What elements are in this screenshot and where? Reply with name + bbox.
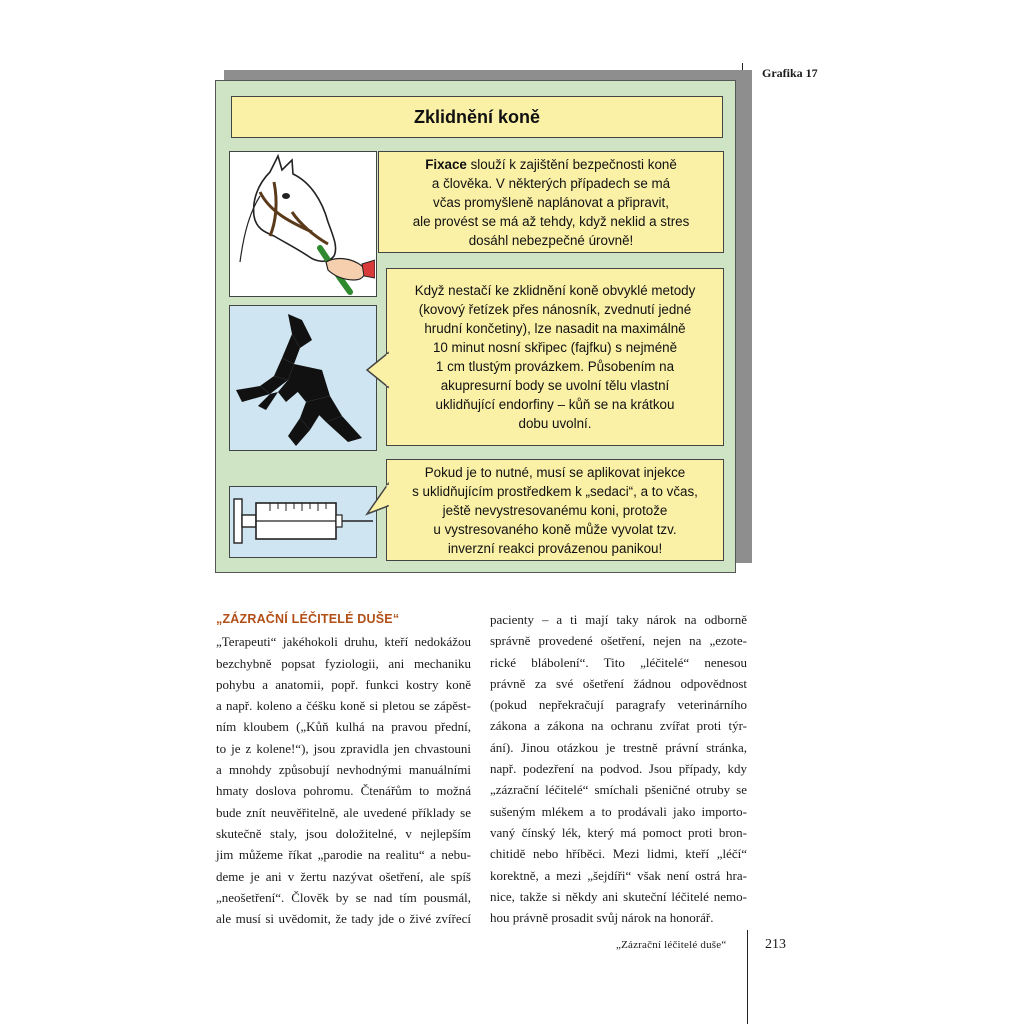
text-line: pacienty – a ti mají taky nárok na odborně xyxy=(490,612,747,627)
text-line: vaný čínský lék, který má pomoct proti bron- xyxy=(490,824,747,840)
fixation-first-line xyxy=(379,155,723,174)
text-line: (pokud nepřekračují paragrafy veterinárního xyxy=(490,697,747,713)
fixation-text-box xyxy=(378,151,724,253)
text-line: chitidě nebo hříběci. Mezi lidmi, kteří „léčí“ xyxy=(490,846,747,862)
text-line: uklidňující endorfiny – kůň se na krátkou xyxy=(435,397,675,412)
text-line: to je z kolene!“), jsou zpravidla jen chvastouni xyxy=(216,740,471,756)
horse-head-illustration xyxy=(229,151,377,297)
text-line: akupresurní body se uvolní tělu vlastní xyxy=(440,378,670,393)
fixation-bold-term: Fixace xyxy=(425,156,467,172)
text-line: ale musí si uvědomit, že tady jde o živé zvířecí xyxy=(216,911,471,927)
text-line: sušeným mlékem a to prodávali jako importo- xyxy=(490,803,747,819)
text-line: a člověka. V některých případech se má xyxy=(431,175,671,191)
twitch-text-box xyxy=(386,268,724,446)
speech-tail xyxy=(367,484,389,514)
figure-panel xyxy=(215,80,736,573)
text-line: ání). Jinou otázkou je trestně právní stránka, xyxy=(490,739,747,755)
text-line: nice, takže si někdy ani skuteční léčitelé nemo- xyxy=(490,888,747,904)
syringe-icon xyxy=(230,487,375,557)
article-heading: „ZÁZRAČNÍ LÉČITELÉ DUŠE“ xyxy=(216,612,400,626)
page-number: 213 xyxy=(765,937,786,952)
text-line: skutečně staly, jsou doložitelné, v nejlepším xyxy=(216,825,471,841)
text-line: korektně, a mezi „šejdíři“ však není ostrá hra- xyxy=(490,867,747,883)
text-line: bude znít neuvěřitelně, ale uvedené příklady se xyxy=(216,804,471,820)
text-line: hmaty doslova pohromu. Čtenářům to možná xyxy=(216,783,471,799)
figure-label: Grafika 17 xyxy=(762,66,818,80)
text-line: bezchybně popsat fyziologii, ani mechaniku xyxy=(216,655,471,671)
text-line: právně za své ošetření žádnou odpovědnost xyxy=(490,675,747,691)
text-line: s uklidňujícím prostředkem k „sedaci“, a to včas, xyxy=(412,483,698,499)
text-line: pohybu a anatomii, popř. funkci kostry koně xyxy=(216,676,471,692)
syringe-illustration xyxy=(229,486,377,558)
article-right-column xyxy=(490,609,747,928)
horse-head-icon xyxy=(230,152,375,295)
text-line: 10 minut nosní skřipec (fajfku) s nejméně xyxy=(432,340,678,355)
text-line: jim můžeme říkat „parodie na realitu“ a nebu- xyxy=(216,847,471,863)
text-line: ním kloubem („Kůň kulhá na pravou přední, xyxy=(216,719,471,735)
text-line: Když nestačí ke zklidnění koně obvyklé metody xyxy=(414,283,696,298)
text-line: dosáhl nebezpečné úrovně! xyxy=(468,232,634,248)
text-line: u vystresovaného koně může vyvolat tzv. xyxy=(433,521,677,537)
text-line: „zázrační léčitelé“ smíchali pšeničné otruby se xyxy=(490,782,747,798)
injection-text-box xyxy=(386,459,724,561)
text-line: včas promyšleně naplánovat a připravit, xyxy=(433,194,669,210)
rearing-horse-icon xyxy=(230,306,375,449)
text-line: správně provedené ošetření, nejen na „ezote- xyxy=(490,633,747,649)
text-line: 1 cm tlustým provázkem. Působením na xyxy=(435,359,675,374)
speech-tail xyxy=(367,353,389,387)
text-line: a mnohdy způsobují nevhodnými manuálními xyxy=(216,762,471,778)
text-line: dobu uvolní. xyxy=(518,416,592,431)
text-line: „Terapeuti“ jakéhokoli druhu, kteří nedokážou xyxy=(216,634,471,650)
text-line: zákona a zákona na ochranu zvířat proti týr- xyxy=(490,718,747,734)
article-left-column xyxy=(216,609,471,929)
footer-rule xyxy=(747,930,748,1024)
figure-title: Zklidnění koně xyxy=(231,96,723,138)
text-line: ale provést se má až tehdy, když neklid a stres xyxy=(412,213,690,229)
text-line: inverzní reakci provázenou panikou! xyxy=(447,540,663,556)
text-line: ještě nevystresovanému koni, protože xyxy=(442,502,668,518)
rearing-horse-illustration xyxy=(229,305,377,451)
text-line: (kovový řetízek přes nánosník, zvednutí jedné xyxy=(418,302,692,317)
text-line: deme je ani v žertu nazývat ošetření, ale spíš xyxy=(216,868,471,884)
text-line: Pokud je to nutné, musí se aplikovat injekce xyxy=(424,464,686,480)
text-line: „neošetření“. Člověk by se nad tím pousmál, xyxy=(216,889,471,905)
text-line: hou právně prosadit svůj nárok na honorář. xyxy=(490,910,714,926)
text-line: a např. koleno a čéšku koně si pletou se zápěst- xyxy=(216,698,471,714)
text-line: např. podezření na podvod. Jsou případy, kdy xyxy=(490,761,747,777)
text-line: rické blábolení“. Tito „léčitelé“ nenesou xyxy=(490,654,747,670)
text-line: hrudní končetiny), lze nasadit na maximálně xyxy=(424,321,686,336)
running-footer-title: „Zázrační léčitelé duše“ xyxy=(616,939,727,951)
fixation-first-line-rest: slouží k zajištění bezpečnosti koně xyxy=(466,156,677,172)
